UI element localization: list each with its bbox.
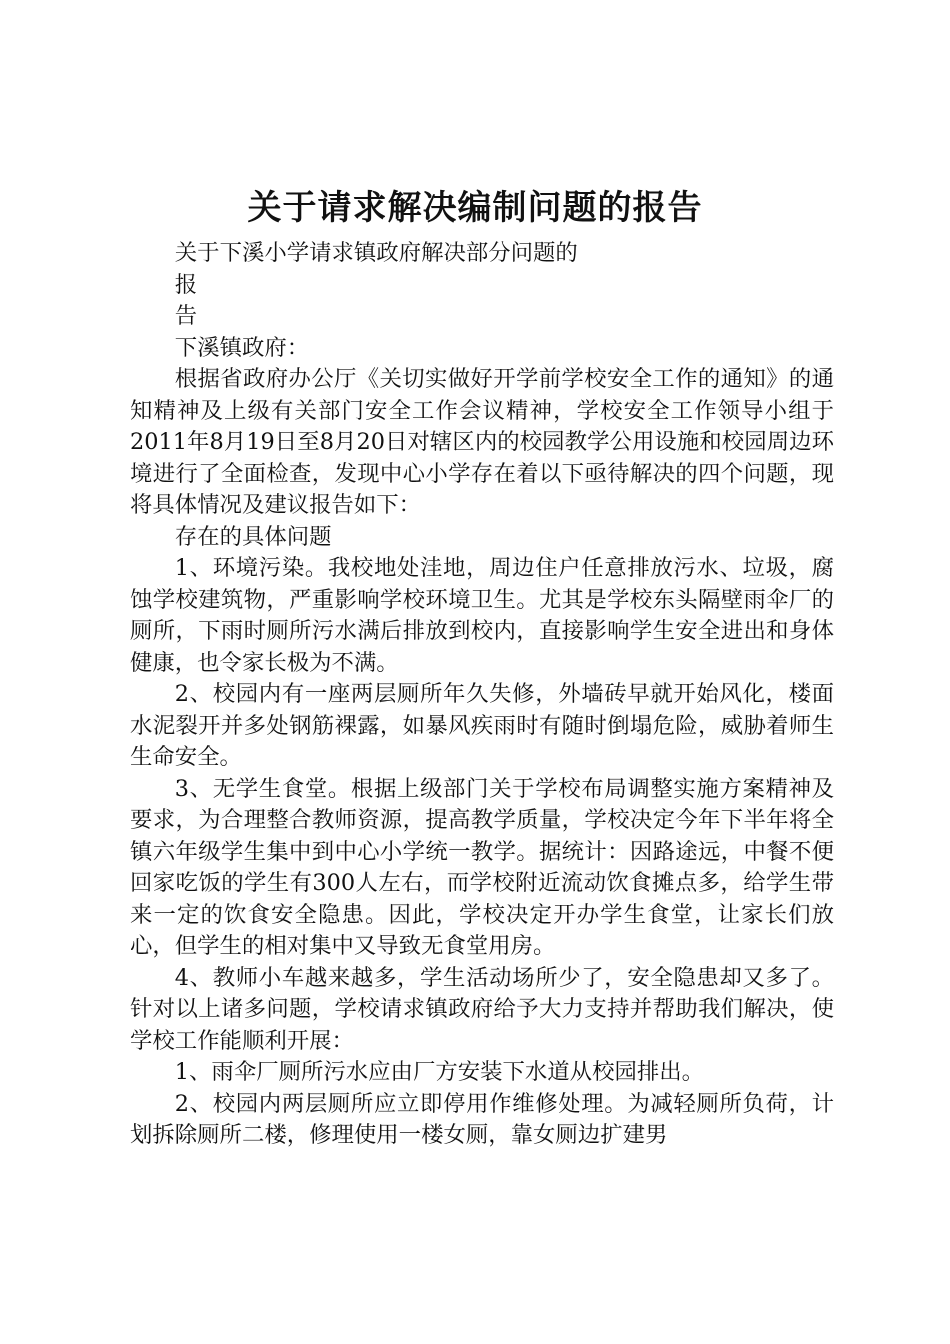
paragraph-problem-3: 3、无学生食堂。根据上级部门关于学校布局调整实施方案精神及要求，为合理整合教师资源，提高教学质量，学校决定今年下半年将全镇六年级学生集中到中心小学统一教学。据统计：因路途远，中餐不便回家吃饭的学生有300人左右，而学校附近流动饮食摊点多，给学生带来一定的饮食安全隐患。因此，学校决定开办学生食堂，让家长们放心，但学生的相对集中又导致无食堂用房。	[130, 775, 834, 959]
paragraph-problem-1: 1、环境污染。我校地处洼地，周边住户任意排放污水、垃圾，腐蚀学校建筑物，严重影响学校环境卫生。尤其是学校东头隔壁雨伞厂的厕所，下雨时厕所污水满后排放到校内，直接影响学生安全进出和身体健康，也令家长极为不满。	[130, 555, 834, 676]
report-subtitle	[130, 238, 834, 333]
subtitle-line-2: 报	[174, 271, 198, 298]
paragraph-solution-2: 2、校园内两层厕所应立即停用作维修处理。为减轻厕所负荷，计划拆除厕所二楼，修理使用一楼女厕，靠女厕边扩建男	[130, 1090, 834, 1148]
salutation: 下溪镇政府：	[174, 334, 310, 361]
section-heading-problems: 存在的具体问题	[174, 523, 332, 550]
paragraph-problem-4: 4、教师小车越来越多，学生活动场所少了，安全隐患却又多了。针对以上诸多问题，学校请求镇政府给予大力支持并帮助我们解决，使学校工作能顺利开展：	[130, 964, 834, 1054]
subtitle-line-1: 关于下溪小学请求镇政府解决部分问题的	[174, 240, 578, 266]
paragraph-solution-1: 1、雨伞厂厕所污水应由厂方安装下水道从校园排出。	[174, 1059, 705, 1085]
paragraph-intro: 根据省政府办公厅《关切实做好开学前学校安全工作的通知》的通知精神及上级有关部门安全工作会议精神，学校安全工作领导小组于2011年8月19日至8月20日对辖区内的校园教学公用设施和校园周边环境进行了全面检查，发现中心小学存在着以下亟待解决的四个问题，现将具体情况及建议报告如下：	[130, 366, 834, 518]
paragraph-problem-2: 2、校园内有一座两层厕所年久失修，外墙砖早就开始风化，楼面水泥裂开并多处钢筋裸露，如暴风疾雨时有随时倒塌危险，威胁着师生生命安全。	[130, 681, 834, 770]
document-title: 关于请求解决编制问题的报告	[247, 188, 703, 228]
document-body	[130, 238, 834, 1152]
subtitle-line-3: 告	[174, 303, 198, 329]
